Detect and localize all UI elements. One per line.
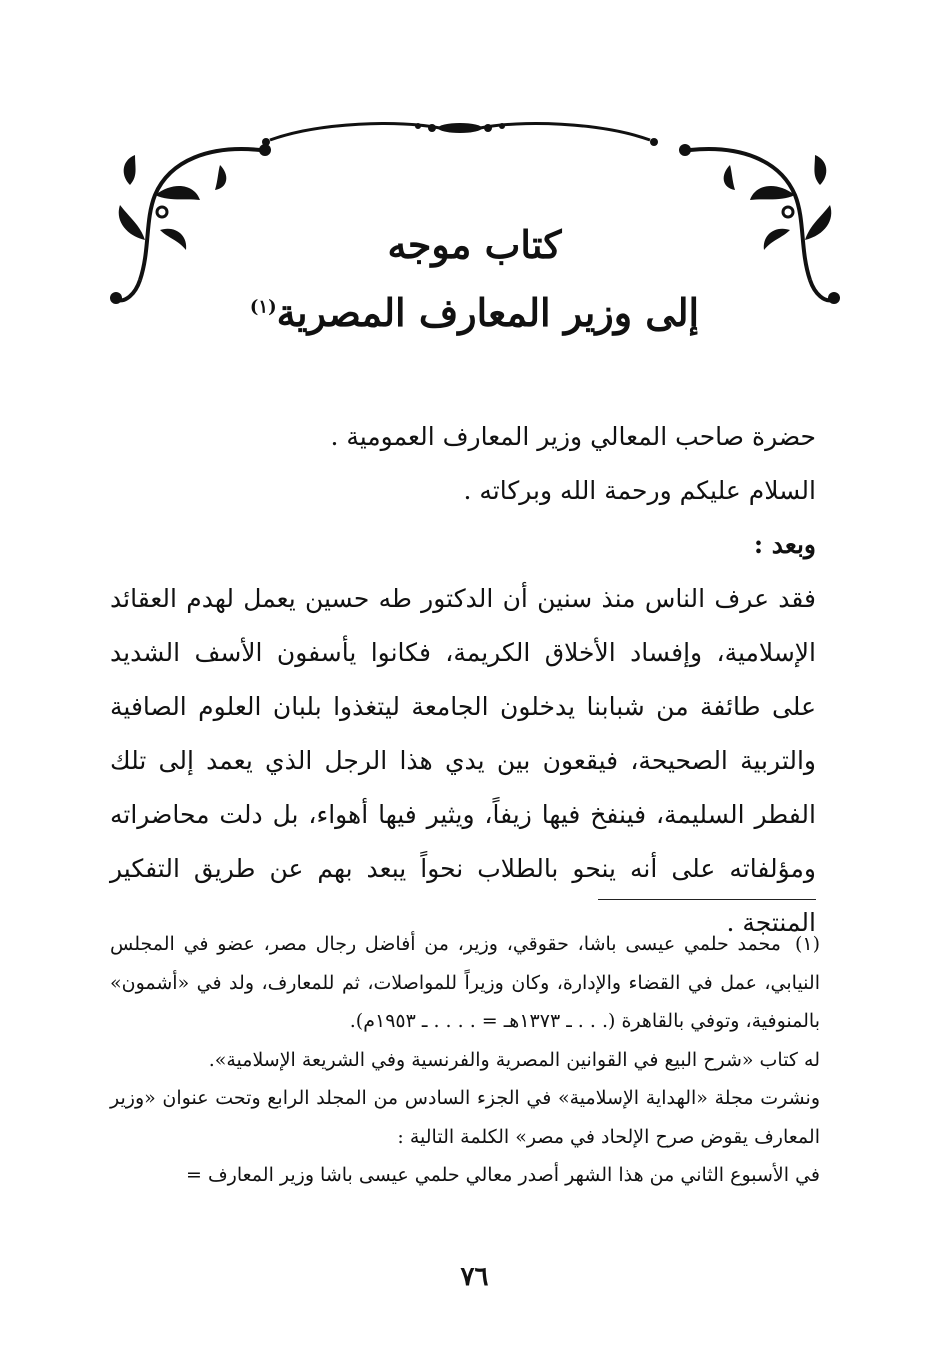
footnote-text: محمد حلمي عيسى باشا، حقوقي، وزير، من أفاضل رجال مصر، عضو في المجلس النيابي، عمل في القضاء والإدارة، وكان وزيراً للمواصلات، ثم للمعارف، ولد في «أشمون» بالمنوفية، وتوفي بالقاهرة (. . . ـ ١٣٧٣هـ = . . . . ـ ١٩٥٣م). — [110, 933, 820, 1032]
letter-body — [110, 410, 816, 950]
salutation: حضرة صاحب المعالي وزير المعارف العمومية . — [330, 422, 816, 451]
main-paragraph: فقد عرف الناس منذ سنين أن الدكتور طه حسين يعمل لهدم العقائد الإسلامية، وإفساد الأخلاق الكريمة، فكانوا يأسفون الأسف الشديد على طائفة من شبابنا يدخلون الجامعة ليتغذوا بلبان العلوم الصافية والتربية الصحيحة، فيقعون بين يدي هذا الرجل الذي يعمد إلى تلك الفطر السليمة، فينفخ فيها زيفاً، ويثير فيها أهواء، بل دلت محاضراته ومؤلفاته على أنه ينحو بالطلاب نحواً يبعد بهم عن طريق التفكير المنتجة . — [110, 584, 816, 937]
footnote-number: (١) — [794, 933, 820, 955]
footnote — [110, 925, 820, 1195]
footnote-continuation: في الأسبوع الثاني من هذا الشهر أصدر معالي حلمي عيسى باشا وزير المعارف = — [186, 1164, 820, 1186]
page-number: ٧٦ — [460, 1262, 489, 1292]
greeting: السلام عليكم ورحمة الله وبركاته . — [463, 476, 816, 505]
transition: وبعد : — [753, 530, 816, 559]
page-title-line2 — [0, 290, 949, 335]
title-footnote-marker: (١) — [249, 296, 277, 318]
page-title-line1: كتاب موجه — [387, 222, 562, 267]
footnote-published: ونشرت مجلة «الهداية الإسلامية» في الجزء السادس من المجلد الرابع وتحت عنوان «وزير المعارف يقوض صرح الإلحاد في مصر» الكلمة التالية : — [110, 1087, 820, 1148]
footnote-entry — [110, 925, 820, 1041]
header-ornament-line — [260, 112, 660, 152]
footnote-separator — [598, 899, 816, 900]
footnote-book: له كتاب «شرح البيع في القوانين المصرية والفرنسية وفي الشريعة الإسلامية». — [208, 1048, 820, 1071]
title-line2-text: إلى وزير المعارف المصرية — [276, 290, 700, 335]
